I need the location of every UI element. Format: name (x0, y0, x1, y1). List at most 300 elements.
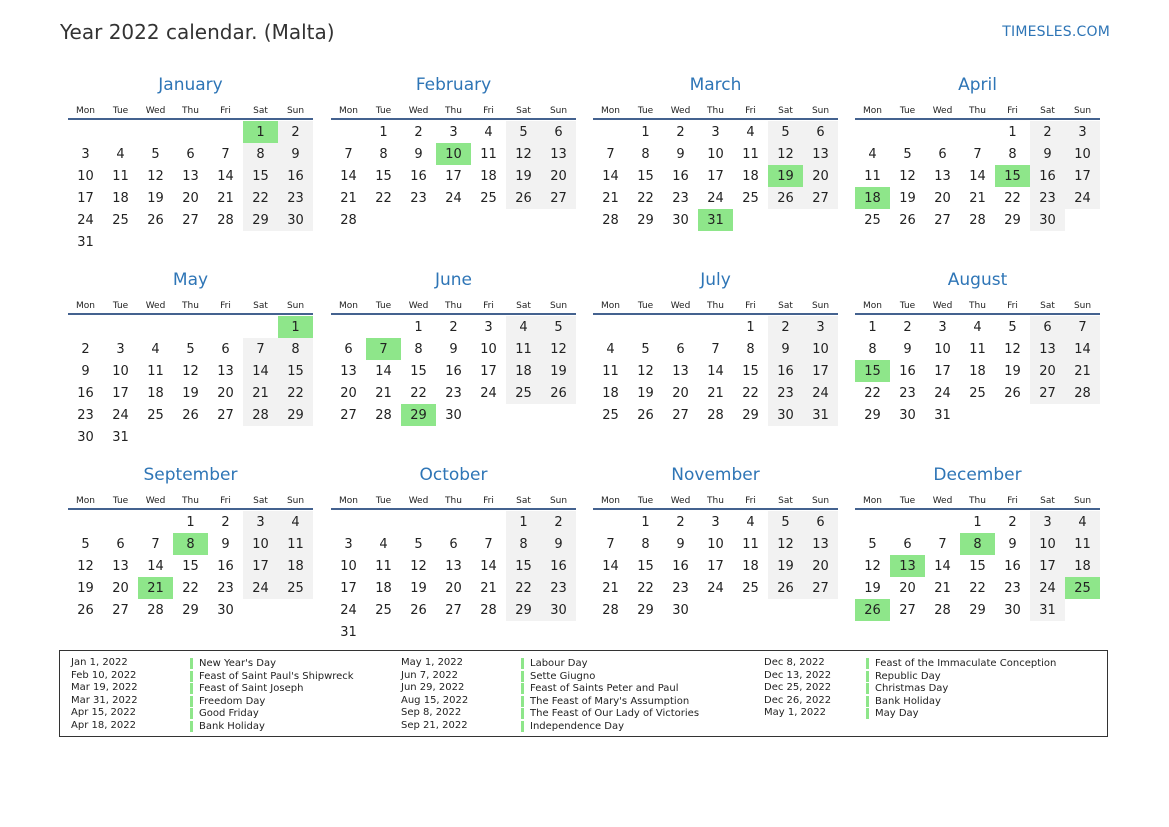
weekday-label: Sun (286, 496, 305, 506)
holiday-name: Feast of Saint Joseph (190, 683, 303, 694)
empty-cell (173, 121, 208, 143)
day-cell: 10 (112, 363, 129, 379)
day-cell: 23 (1004, 580, 1021, 596)
month-september (68, 464, 313, 621)
month-july (593, 269, 838, 426)
holiday-name: The Feast of Our Lady of Victories (521, 708, 699, 719)
weekday-header (331, 291, 576, 315)
day-cell: 18 (112, 190, 129, 206)
day-cell: 1 (746, 319, 755, 335)
empty-cell (208, 121, 243, 143)
day-cell: 14 (217, 168, 234, 184)
empty-cell (173, 316, 208, 338)
day-cell: 15 (182, 558, 199, 574)
empty-cell (593, 316, 628, 338)
day-cell: 10 (934, 341, 951, 357)
holiday-name: May Day (866, 708, 919, 719)
day-cell: 27 (182, 212, 199, 228)
month-october (331, 464, 576, 643)
day-cell: 22 (375, 190, 392, 206)
holiday-date: Apr 18, 2022 (71, 719, 137, 731)
day-cell: 6 (221, 341, 230, 357)
day-cell: 25 (480, 190, 497, 206)
weekday-label: Sun (549, 301, 568, 311)
holiday-legend-row (401, 719, 625, 733)
day-cell: 18 (506, 360, 541, 382)
day-cell: 9 (676, 146, 685, 162)
day-cell: 13 (803, 143, 838, 165)
weekday-label: Tue (637, 496, 654, 506)
day-cell: 2 (903, 319, 912, 335)
day-cell: 24 (707, 580, 724, 596)
day-cell: 7 (606, 536, 615, 552)
day-cell: 29 (637, 212, 654, 228)
day-cell: 13 (934, 168, 951, 184)
weekday-label: Thu (182, 106, 199, 116)
day-cell: 20 (672, 385, 689, 401)
weekday-label: Thu (707, 106, 724, 116)
day-cell: 17 (1030, 555, 1065, 577)
day-cell: 3 (449, 124, 458, 140)
day-cell: 17 (112, 385, 129, 401)
day-cell: 26 (541, 382, 576, 404)
day-grid (68, 121, 313, 253)
holiday-day-cell: 25 (1065, 577, 1100, 599)
weekday-header (593, 486, 838, 510)
day-cell: 27 (340, 407, 357, 423)
day-cell: 12 (506, 143, 541, 165)
day-cell: 18 (278, 555, 313, 577)
holiday-name: Republic Day (866, 671, 941, 682)
weekday-label: Tue (112, 496, 129, 506)
day-cell: 12 (541, 338, 576, 360)
day-cell: 24 (243, 577, 278, 599)
day-cell: 8 (278, 338, 313, 360)
month-february (331, 74, 576, 231)
day-cell: 31 (934, 407, 951, 423)
day-cell: 16 (217, 558, 234, 574)
holiday-legend-row (71, 694, 266, 708)
day-cell: 4 (746, 514, 755, 530)
day-cell: 20 (217, 385, 234, 401)
day-cell: 29 (637, 602, 654, 618)
day-cell: 2 (676, 124, 685, 140)
day-cell: 28 (707, 407, 724, 423)
holiday-day-cell: 1 (278, 316, 313, 338)
weekday-label: Mon (601, 106, 620, 116)
holiday-name: Feast of the Immaculate Conception (866, 658, 1056, 669)
weekday-label: Wed (408, 106, 429, 116)
day-cell: 22 (410, 385, 427, 401)
weekday-label: Fri (220, 301, 231, 311)
empty-cell (103, 316, 138, 338)
weekday-label: Thu (182, 301, 199, 311)
day-cell: 6 (803, 121, 838, 143)
day-cell: 15 (506, 555, 541, 577)
day-cell: 20 (182, 190, 199, 206)
day-cell: 3 (803, 316, 838, 338)
holiday-legend-row (71, 669, 354, 683)
day-cell: 6 (541, 121, 576, 143)
month-title: May (172, 270, 209, 290)
holiday-name: Independence Day (521, 721, 624, 732)
day-cell: 19 (637, 385, 654, 401)
month-title: March (689, 75, 742, 95)
day-cell: 4 (746, 124, 755, 140)
month-june (331, 269, 576, 426)
weekday-label: Fri (220, 106, 231, 116)
day-cell: 2 (1008, 514, 1017, 530)
day-cell: 21 (707, 385, 724, 401)
holiday-date: Jun 7, 2022 (401, 669, 458, 681)
empty-cell (68, 121, 103, 143)
weekday-label: Sat (1040, 496, 1055, 506)
weekday-label: Tue (375, 301, 392, 311)
weekday-label: Sat (253, 301, 268, 311)
day-cell: 7 (344, 146, 353, 162)
day-cell: 26 (899, 212, 916, 228)
empty-cell (855, 511, 890, 533)
day-cell: 22 (182, 580, 199, 596)
weekday-header (593, 96, 838, 120)
month-title: August (947, 270, 1008, 290)
day-cell: 19 (899, 190, 916, 206)
day-cell: 26 (637, 407, 654, 423)
day-cell: 8 (641, 146, 650, 162)
weekday-label: Sat (516, 496, 531, 506)
day-cell: 27 (803, 187, 838, 209)
day-cell: 14 (602, 168, 619, 184)
month-november (593, 464, 838, 621)
holiday-legend-row (71, 707, 259, 720)
weekday-label: Sun (811, 301, 830, 311)
day-cell: 18 (480, 168, 497, 184)
day-cell: 4 (278, 511, 313, 533)
day-cell: 3 (711, 514, 720, 530)
day-cell: 13 (445, 558, 462, 574)
weekday-label: Thu (445, 496, 462, 506)
holiday-date: Jun 29, 2022 (401, 682, 465, 694)
day-cell: 12 (899, 168, 916, 184)
weekday-label: Sun (1073, 301, 1092, 311)
day-cell: 8 (243, 143, 278, 165)
day-cell: 10 (803, 338, 838, 360)
weekday-label: Fri (745, 106, 756, 116)
day-cell: 21 (934, 580, 951, 596)
holiday-name: Good Friday (190, 708, 259, 719)
day-cell: 22 (637, 580, 654, 596)
weekday-label: Tue (375, 496, 392, 506)
weekday-label: Thu (445, 301, 462, 311)
day-cell: 15 (410, 363, 427, 379)
day-cell: 26 (182, 407, 199, 423)
day-grid (593, 511, 838, 621)
weekday-label: Wed (932, 106, 953, 116)
day-cell: 11 (506, 338, 541, 360)
day-cell: 17 (445, 168, 462, 184)
weekday-header (68, 96, 313, 120)
day-cell: 16 (899, 363, 916, 379)
day-cell: 27 (445, 602, 462, 618)
day-cell: 4 (868, 146, 877, 162)
day-grid (593, 121, 838, 231)
month-title: February (415, 75, 492, 95)
weekday-label: Sun (811, 106, 830, 116)
empty-cell (925, 511, 960, 533)
weekday-label: Sat (778, 301, 793, 311)
day-cell: 11 (375, 558, 392, 574)
day-cell: 7 (1065, 316, 1100, 338)
holiday-day-cell: 8 (173, 533, 208, 555)
day-cell: 17 (77, 190, 94, 206)
holiday-day-cell: 19 (768, 165, 803, 187)
day-cell: 15 (969, 558, 986, 574)
day-cell: 16 (672, 558, 689, 574)
day-cell: 1 (379, 124, 388, 140)
day-grid (68, 316, 313, 448)
day-cell: 25 (742, 190, 759, 206)
holiday-day-cell: 31 (698, 209, 733, 231)
day-cell: 30 (672, 212, 689, 228)
day-cell: 19 (147, 190, 164, 206)
day-cell: 11 (602, 363, 619, 379)
day-cell: 18 (147, 385, 164, 401)
day-grid (331, 316, 576, 426)
day-cell: 19 (506, 165, 541, 187)
day-cell: 26 (768, 187, 803, 209)
weekday-label: Sun (549, 496, 568, 506)
day-cell: 15 (278, 360, 313, 382)
day-cell: 7 (151, 536, 160, 552)
day-cell: 19 (864, 580, 881, 596)
day-cell: 15 (243, 165, 278, 187)
day-cell: 3 (81, 146, 90, 162)
day-cell: 20 (803, 165, 838, 187)
day-cell: 25 (602, 407, 619, 423)
day-cell: 5 (641, 341, 650, 357)
day-cell: 2 (1030, 121, 1065, 143)
weekday-label: Wed (145, 496, 166, 506)
holiday-legend-row (401, 707, 700, 720)
day-cell: 17 (803, 360, 838, 382)
day-cell: 4 (506, 316, 541, 338)
day-cell: 2 (81, 341, 90, 357)
day-cell: 31 (77, 234, 94, 250)
day-cell: 31 (803, 404, 838, 426)
weekday-label: Thu (969, 106, 986, 116)
weekday-label: Thu (182, 496, 199, 506)
day-cell: 18 (742, 558, 759, 574)
day-cell: 13 (182, 168, 199, 184)
day-cell: 23 (672, 190, 689, 206)
day-cell: 30 (672, 602, 689, 618)
day-cell: 5 (1008, 319, 1017, 335)
brand-link[interactable]: TIMESLES.COM (1002, 24, 1110, 40)
holiday-day-cell: 21 (138, 577, 173, 599)
day-cell: 2 (278, 121, 313, 143)
weekday-label: Thu (445, 106, 462, 116)
day-cell: 12 (768, 533, 803, 555)
weekday-label: Wed (670, 496, 691, 506)
weekday-label: Fri (745, 301, 756, 311)
day-cell: 22 (969, 580, 986, 596)
month-may (68, 269, 313, 448)
day-cell: 4 (1065, 511, 1100, 533)
day-cell: 29 (969, 602, 986, 618)
day-cell: 13 (112, 558, 129, 574)
day-cell: 17 (707, 558, 724, 574)
day-cell: 21 (602, 190, 619, 206)
day-cell: 14 (934, 558, 951, 574)
day-cell: 2 (676, 514, 685, 530)
day-cell: 30 (278, 209, 313, 231)
empty-cell (890, 511, 925, 533)
day-cell: 24 (445, 190, 462, 206)
empty-cell (628, 316, 663, 338)
day-cell: 31 (1030, 599, 1065, 621)
holiday-date: Sep 8, 2022 (401, 707, 462, 719)
day-cell: 17 (1065, 165, 1100, 187)
day-cell: 31 (340, 624, 357, 640)
weekday-label: Wed (932, 301, 953, 311)
day-cell: 25 (969, 385, 986, 401)
weekday-header (855, 291, 1100, 315)
day-cell: 24 (112, 407, 129, 423)
day-cell: 26 (410, 602, 427, 618)
weekday-header (855, 96, 1100, 120)
day-cell: 14 (375, 363, 392, 379)
day-cell: 21 (969, 190, 986, 206)
day-cell: 16 (445, 363, 462, 379)
month-title: January (158, 75, 223, 95)
day-cell: 6 (1030, 316, 1065, 338)
day-cell: 12 (147, 168, 164, 184)
holiday-date: Dec 8, 2022 (764, 657, 825, 668)
weekday-label: Sun (286, 301, 305, 311)
day-cell: 30 (217, 602, 234, 618)
day-cell: 17 (480, 363, 497, 379)
empty-cell (366, 316, 401, 338)
day-cell: 12 (1004, 341, 1021, 357)
day-cell: 26 (147, 212, 164, 228)
day-cell: 10 (707, 536, 724, 552)
day-cell: 4 (606, 341, 615, 357)
day-cell: 28 (602, 602, 619, 618)
weekday-label: Sun (811, 496, 830, 506)
holiday-day-cell: 7 (366, 338, 401, 360)
month-august (855, 269, 1100, 426)
day-cell: 8 (379, 146, 388, 162)
page-title: Year 2022 calendar. (Malta) (60, 20, 335, 44)
weekday-label: Mon (339, 496, 358, 506)
day-cell: 25 (375, 602, 392, 618)
day-cell: 1 (641, 514, 650, 530)
day-cell: 14 (243, 360, 278, 382)
day-cell: 13 (217, 363, 234, 379)
day-cell: 28 (147, 602, 164, 618)
day-cell: 11 (112, 168, 129, 184)
holiday-legend-row (764, 657, 1057, 670)
day-cell: 12 (864, 558, 881, 574)
month-title: June (434, 270, 473, 290)
day-cell: 28 (375, 407, 392, 423)
day-cell: 20 (445, 580, 462, 596)
day-cell: 21 (602, 580, 619, 596)
day-cell: 9 (81, 363, 90, 379)
weekday-label: Sun (1073, 106, 1092, 116)
day-cell: 2 (221, 514, 230, 530)
empty-cell (243, 316, 278, 338)
day-cell: 30 (77, 429, 94, 445)
day-cell: 27 (672, 407, 689, 423)
day-cell: 23 (445, 385, 462, 401)
day-cell: 10 (1030, 533, 1065, 555)
holiday-date: Dec 25, 2022 (764, 682, 832, 694)
day-cell: 24 (77, 212, 94, 228)
holiday-day-cell: 15 (995, 165, 1030, 187)
weekday-label: Sat (253, 106, 268, 116)
day-cell: 30 (899, 407, 916, 423)
day-cell: 10 (1065, 143, 1100, 165)
weekday-label: Mon (76, 496, 95, 506)
holiday-date: Dec 13, 2022 (764, 669, 832, 681)
day-cell: 30 (445, 407, 462, 423)
day-cell: 18 (742, 168, 759, 184)
day-cell: 13 (1030, 338, 1065, 360)
day-cell: 9 (1008, 536, 1017, 552)
day-cell: 19 (768, 555, 803, 577)
day-cell: 18 (375, 580, 392, 596)
day-cell: 2 (541, 511, 576, 533)
holiday-legend-row (71, 657, 277, 670)
weekday-header (68, 486, 313, 510)
weekday-label: Fri (1007, 106, 1018, 116)
day-cell: 5 (768, 121, 803, 143)
day-cell: 10 (340, 558, 357, 574)
day-cell: 16 (768, 360, 803, 382)
day-cell: 2 (449, 319, 458, 335)
day-cell: 24 (934, 385, 951, 401)
day-cell: 3 (344, 536, 353, 552)
month-march (593, 74, 838, 231)
weekday-label: Sun (549, 106, 568, 116)
empty-cell (103, 121, 138, 143)
day-cell: 10 (707, 146, 724, 162)
holiday-name: Bank Holiday (190, 721, 265, 732)
holiday-legend-row (764, 707, 919, 720)
day-cell: 14 (969, 168, 986, 184)
day-cell: 7 (711, 341, 720, 357)
holiday-date: Mar 19, 2022 (71, 682, 138, 694)
day-cell: 4 (116, 146, 125, 162)
day-cell: 10 (480, 341, 497, 357)
day-cell: 7 (973, 146, 982, 162)
day-cell: 12 (77, 558, 94, 574)
holiday-name: Freedom Day (190, 696, 265, 707)
empty-cell (138, 121, 173, 143)
day-cell: 9 (221, 536, 230, 552)
day-cell: 15 (742, 363, 759, 379)
weekday-label: Mon (863, 106, 882, 116)
day-cell: 20 (803, 555, 838, 577)
day-cell: 24 (480, 385, 497, 401)
holiday-name: Christmas Day (866, 683, 948, 694)
day-cell: 17 (340, 580, 357, 596)
weekday-label: Tue (375, 106, 392, 116)
day-cell: 31 (112, 429, 129, 445)
day-cell: 13 (541, 143, 576, 165)
day-cell: 11 (278, 533, 313, 555)
